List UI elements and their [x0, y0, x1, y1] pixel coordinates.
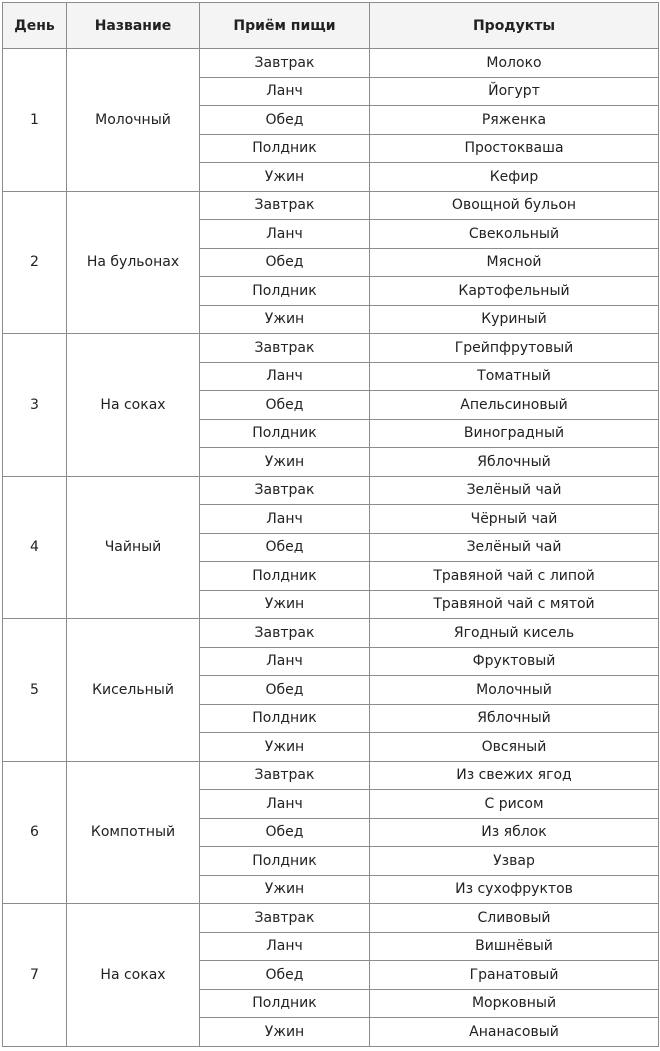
product-cell: Яблочный [370, 704, 659, 733]
meal-cell: Полдник [200, 562, 370, 591]
table-row [3, 49, 659, 78]
product-cell: Узвар [370, 847, 659, 876]
day-number-cell: 7 [3, 904, 67, 1047]
product-cell: Травяной чай с мятой [370, 590, 659, 619]
meal-cell: Ужин [200, 733, 370, 762]
diet-name-cell: Молочный [67, 49, 200, 192]
meal-cell: Обед [200, 106, 370, 135]
product-cell: Молоко [370, 49, 659, 78]
product-cell: Ананасовый [370, 1018, 659, 1047]
table-row [3, 476, 659, 505]
diet-table [2, 2, 659, 1047]
product-cell: Яблочный [370, 448, 659, 477]
product-cell: Травяной чай с липой [370, 562, 659, 591]
meal-cell: Обед [200, 248, 370, 277]
table-row [3, 761, 659, 790]
product-cell: Овощной бульон [370, 191, 659, 220]
product-cell: Молочный [370, 676, 659, 705]
day-number-cell: 4 [3, 476, 67, 619]
product-cell: Виноградный [370, 419, 659, 448]
meal-cell: Завтрак [200, 191, 370, 220]
product-cell: Кефир [370, 163, 659, 192]
table-row [3, 619, 659, 648]
header-row [3, 3, 659, 49]
product-cell: Из свежих ягод [370, 761, 659, 790]
meal-cell: Полдник [200, 419, 370, 448]
header-products: Продукты [370, 3, 659, 49]
meal-cell: Ланч [200, 77, 370, 106]
meal-cell: Завтрак [200, 619, 370, 648]
product-cell: Грейпфрутовый [370, 334, 659, 363]
meal-cell: Ланч [200, 790, 370, 819]
meal-cell: Завтрак [200, 334, 370, 363]
product-cell: Томатный [370, 362, 659, 391]
product-cell: Из сухофруктов [370, 875, 659, 904]
diet-name-cell: На бульонах [67, 191, 200, 334]
meal-cell: Полдник [200, 277, 370, 306]
product-cell: Картофельный [370, 277, 659, 306]
day-number-cell: 2 [3, 191, 67, 334]
meal-cell: Обед [200, 391, 370, 420]
meal-cell: Ужин [200, 448, 370, 477]
product-cell: Апельсиновый [370, 391, 659, 420]
diet-name-cell: На соках [67, 904, 200, 1047]
product-cell: Из яблок [370, 818, 659, 847]
table-header [3, 3, 659, 49]
meal-cell: Полдник [200, 847, 370, 876]
meal-cell: Ланч [200, 362, 370, 391]
product-cell: Простокваша [370, 134, 659, 163]
product-cell: Йогурт [370, 77, 659, 106]
table-row [3, 334, 659, 363]
meal-cell: Ланч [200, 647, 370, 676]
header-day: День [3, 3, 67, 49]
product-cell: Зелёный чай [370, 533, 659, 562]
day-number-cell: 3 [3, 334, 67, 477]
table-body [3, 49, 659, 1047]
meal-cell: Обед [200, 818, 370, 847]
header-meal: Приём пищи [200, 3, 370, 49]
product-cell: Свекольный [370, 220, 659, 249]
diet-name-cell: Кисельный [67, 619, 200, 762]
diet-name-cell: На соках [67, 334, 200, 477]
meal-cell: Ужин [200, 875, 370, 904]
meal-cell: Обед [200, 676, 370, 705]
product-cell: С рисом [370, 790, 659, 819]
meal-cell: Ужин [200, 1018, 370, 1047]
product-cell: Морковный [370, 989, 659, 1018]
header-name: Название [67, 3, 200, 49]
meal-cell: Ужин [200, 305, 370, 334]
meal-cell: Завтрак [200, 904, 370, 933]
meal-cell: Завтрак [200, 761, 370, 790]
product-cell: Зелёный чай [370, 476, 659, 505]
meal-cell: Обед [200, 533, 370, 562]
day-number-cell: 5 [3, 619, 67, 762]
meal-cell: Ланч [200, 505, 370, 534]
meal-cell: Полдник [200, 704, 370, 733]
product-cell: Мясной [370, 248, 659, 277]
meal-cell: Обед [200, 961, 370, 990]
meal-cell: Ланч [200, 932, 370, 961]
meal-cell: Полдник [200, 134, 370, 163]
product-cell: Овсяный [370, 733, 659, 762]
meal-cell: Завтрак [200, 49, 370, 78]
product-cell: Ряженка [370, 106, 659, 135]
product-cell: Фруктовый [370, 647, 659, 676]
meal-cell: Ланч [200, 220, 370, 249]
diet-name-cell: Компотный [67, 761, 200, 904]
diet-name-cell: Чайный [67, 476, 200, 619]
product-cell: Вишнёвый [370, 932, 659, 961]
day-number-cell: 6 [3, 761, 67, 904]
product-cell: Ягодный кисель [370, 619, 659, 648]
meal-cell: Ужин [200, 590, 370, 619]
product-cell: Сливовый [370, 904, 659, 933]
product-cell: Чёрный чай [370, 505, 659, 534]
meal-cell: Полдник [200, 989, 370, 1018]
day-number-cell: 1 [3, 49, 67, 192]
product-cell: Куриный [370, 305, 659, 334]
product-cell: Гранатовый [370, 961, 659, 990]
meal-cell: Завтрак [200, 476, 370, 505]
table-row [3, 191, 659, 220]
meal-cell: Ужин [200, 163, 370, 192]
table-row [3, 904, 659, 933]
